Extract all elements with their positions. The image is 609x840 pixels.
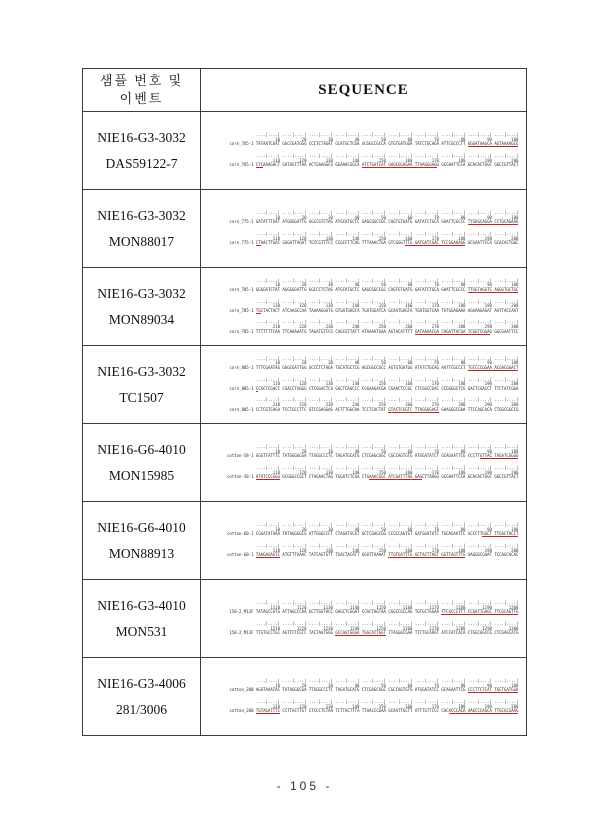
sample-id-line: 281/3006 [115, 701, 167, 717]
sample-id-line: MON88913 [108, 545, 175, 561]
sample-id-line: NIE16-G3-4010 [97, 597, 186, 613]
sequence-line: 150-2_M13F TATAGCCATG ATTAGCCCAA GCTTGGTACC GAGCTCGGAT CCACTAGTAA CGGCCGCCAG TGTGCTGGAA TTCGCCCTTT CCGATTGAGC TTCGCAGTTG [227, 609, 519, 615]
sequence-line: cotton-60-1 CGGATATAAA TATAGGGGCG ATTGGGCCCT CTAGATGCAT GCTCGAGCGG CCGCCAGTGT GATGGATATC TGCAGAATTC GCCCTTGGCT TTGACTACCT [227, 531, 519, 537]
ruler-ticks: ....|....| ....|....| ....|....| ....|....| ....|....| ....|....| ....|....| ....|....| ....|....| ....|....| [227, 678, 519, 684]
ruler-numbers: 110 120 130 140 150 160 170 180 190 200 [227, 235, 519, 241]
sample-id-line: MON15985 [108, 467, 175, 483]
table-row [83, 580, 526, 658]
sample-id-line: MON88017 [108, 233, 175, 249]
sequence-line: cotton-58-1 GGGTTATTTC TATGGGGCGA TTGGGCCCTC TAGATGCATG CTCGAGCGGC CGCCAGTGTG ATGGATATCT GCAGAATTCG CCCTTGTTAC TAGATCGGGG [227, 453, 519, 459]
table-body [83, 112, 526, 735]
sequence-line: corn_785-1 TGCTACTACT ATCAAGCCAA TAAAAGGATG GTGATGAGTA TGATGGATCA GCAATGAGTA TGATGGTCAA TATGGAGAAA AGAAAGAGAT AATTACCAAT [227, 307, 519, 313]
sequence-line: corn_805-1 CCTCGTCAGA TCCTGCCTTC GTCCGAGGAG ACTTTGGCAA TCCTCACTAT GTACTCGGTC TTAGGGGAGT GAAGGGCGAA TTCCAGCACA CTGGCGGCCG [227, 406, 519, 412]
ruler-numbers: 10 20 30 40 50 60 70 80 90 100 [227, 682, 519, 688]
table-row [83, 658, 526, 735]
header-sequence-column [201, 69, 526, 111]
ruler-numbers: 1110 1120 1130 1140 1150 1160 1170 1180 1190 1200 [227, 604, 519, 610]
ruler-ticks: ....|....| ....|....| ....|....| ....|....| ....|....| ....|....| ....|....| ....|....| ....|....| ....|....| [227, 621, 519, 626]
ruler-numbers: 210 220 230 240 250 260 270 280 290 300 [227, 323, 519, 329]
header-sample-label-line2: 이벤트 [119, 91, 164, 106]
ruler-ticks: ....|....| ....|....| ....|....| ....|....| ....|....| ....|....| ....|....| ....|....| ....|....| ....|....| [227, 153, 519, 158]
table-row [83, 346, 526, 424]
ruler-numbers: 210 220 230 240 250 260 270 280 290 300 [227, 401, 519, 407]
sample-id-line: TC1507 [119, 389, 164, 405]
ruler-numbers: 110 120 130 140 150 160 170 180 190 200 [227, 703, 519, 709]
sample-id-line: DAS59122-7 [105, 155, 178, 171]
sequence-block [227, 622, 518, 636]
ruler-ticks: ....|....| ....|....| ....|....| ....|....| ....|....| ....|....| ....|....| ....|....| ....|....| ....|....| [227, 298, 519, 304]
ruler-numbers: 1210 1220 1230 1240 1250 1260 1270 1280 1290 1300 [227, 625, 519, 631]
ruler-ticks: ....|....| ....|....| ....|....| ....|....| ....|....| ....|....| ....|....| ....|....| ....|....| ....|....| [227, 600, 519, 606]
header-sample-column [83, 69, 201, 111]
sequence-line: cotton_280 AGGTAAATAC TATAGGGCGA TTGGGCCCTC TAGATGCATG CTCGAGCGGC CGCCAGTGTG ATGGATATCC GCAGAATTCG CCCTTCTCAT TGCTGATGGA [227, 687, 519, 693]
sequence-block [227, 279, 518, 293]
ruler-ticks: ....|....| ....|....| ....|....| ....|....| ....|....| ....|....| ....|....| ....|....| ....|....| ....|....| [227, 465, 519, 470]
header-sequence-label: SEQUENCE [318, 81, 409, 98]
sequence-block [227, 133, 518, 147]
sample-id-line: NIE16-G6-4010 [97, 519, 186, 535]
sequence-block [227, 320, 518, 334]
sequence-line: cotton_280 TGTAGATTTC CCTTACTTGT CTCCCTCTAA TCTTACTTTA TTAACCCGAA GCAATTGCTT ATTTGTTCCC CACACCCACA AAGCCCAGCA TTGCGCGAAG [227, 708, 519, 714]
ruler-ticks: ....|....| ....|....| ....|....| ....|....| ....|....| ....|....| ....|....| ....|....| ....|....| ....|....| [227, 699, 519, 704]
ruler-ticks: ....|....| ....|....| ....|....| ....|....| ....|....| ....|....| ....|....| ....|....| ....|....| ....|....| [227, 132, 519, 138]
sequence-cell [201, 658, 526, 735]
ruler-ticks: ....|....| ....|....| ....|....| ....|....| ....|....| ....|....| ....|....| ....|....| ....|....| ....|....| [227, 444, 519, 450]
sequence-line: corn_765-1 TATAATCGAT GGCCGATGGG CCCTCTAGAT GCATGCTCGA GCGGCCGCCA GTGTGATGGA TATCTGCAGA ATTCGCCCTT GGGATAAGCA AGTAAAAGCG [227, 141, 519, 147]
sequence-cell [201, 190, 526, 267]
sample-id-line: NIE16-G3-3032 [97, 363, 186, 379]
sequence-block [227, 398, 518, 412]
sequence-block [227, 601, 518, 615]
sample-id-cell [83, 658, 201, 735]
sample-id-cell [83, 190, 201, 267]
page-number: - 105 - [276, 779, 333, 793]
sequence-cell [201, 268, 526, 345]
sample-id-cell [83, 268, 201, 345]
sequence-block [227, 466, 518, 480]
sample-id-line: MON89034 [108, 311, 175, 327]
sample-id-line: NIE16-G3-3032 [97, 285, 186, 301]
ruler-numbers: 10 20 30 40 50 60 70 80 90 100 [227, 526, 519, 532]
ruler-numbers: 110 120 130 140 150 160 170 180 190 200 [227, 157, 519, 163]
header-sample-label-line1: 샘플 번호 및 [99, 73, 184, 88]
ruler-ticks: ....|....| ....|....| ....|....| ....|....| ....|....| ....|....| ....|....| ....|....| ....|....| ....|....| [227, 543, 519, 548]
sequence-line: corn_785-1 TTTTTTTCAA TTCAAAAATG TAGATGTCCG CAGCGTTATT ATAAAATGAA AGTACATTTT GATAAAACGA CAGATTACGA TCGGTCGGAG GGCGAATTCC [227, 328, 519, 334]
sequence-table [82, 68, 527, 736]
sample-id-cell [83, 424, 201, 501]
ruler-numbers: 110 120 130 140 150 160 170 180 190 200 [227, 547, 519, 553]
sequence-cell [201, 424, 526, 501]
sequence-line: corn_785-1 GGGGATCTAT AGGGGGATTG GGCCCTCTAG ATGCATGCTC GAGCGGCCGC CAGTGTGATG GATATCTGCA GAATTCGCCC TTGGTAGGTC AGGGTGCTGC [227, 287, 519, 293]
ruler-ticks: ....|....| ....|....| ....|....| ....|....| ....|....| ....|....| ....|....| ....|....| ....|....| ....|....| [227, 397, 519, 403]
sequence-block [227, 357, 518, 371]
ruler-ticks: ....|....| ....|....| ....|....| ....|....| ....|....| ....|....| ....|....| ....|....| ....|....| ....|....| [227, 355, 519, 361]
ruler-ticks: ....|....| ....|....| ....|....| ....|....| ....|....| ....|....| ....|....| ....|....| ....|....| ....|....| [227, 277, 519, 283]
sequence-block [227, 154, 518, 168]
sequence-block [227, 211, 518, 225]
sample-id-cell [83, 112, 201, 189]
sequence-line: corn_805-1 CCGCTCGACC CGACCTAGGG CTCGGACTCG GGCTCAGCCC CGGAAGACGA CGAACTCCGC CTCGGCCGAC CCGGGGCTCG GACTCGACCT TTCTATCGGA [227, 385, 519, 391]
sequence-cell [201, 112, 526, 189]
ruler-ticks: ....|....| ....|....| ....|....| ....|....| ....|....| ....|....| ....|....| ....|....| ....|....| ....|....| [227, 376, 519, 382]
table-row [83, 112, 526, 190]
table-row [83, 502, 526, 580]
ruler-numbers: 110 120 130 140 150 160 170 180 190 200 [227, 469, 519, 475]
sequence-block [227, 544, 518, 558]
table-row [83, 424, 526, 502]
sequence-cell [201, 502, 526, 579]
ruler-numbers: 10 20 30 40 50 60 70 80 90 100 [227, 448, 519, 454]
sequence-cell [201, 346, 526, 423]
sequence-line: corn_765-1 CTCAAAGACT GATAGTTTAA ACTGAAGGCG GGAAACGGCA ATCTGATCAT GAGCGGAGAA TTAAGGGAGG GCGAATTCCA GCACACTGGC GGCCGTTACT [227, 162, 519, 168]
sample-id-cell [83, 580, 201, 657]
sequence-line: cotton-60-1 TAAGAGAGTC ATGTTTAAAC TATCAGTGTT TGACTACATT GGATTAAAAT TTGTGATTTG GCTACTTAGT GGTTAGTTTG AAGGGCGAAT TCCAGCACAC [227, 552, 519, 558]
sequence-block [227, 232, 518, 246]
sequence-block [227, 679, 518, 693]
sequence-block [227, 700, 518, 714]
ruler-numbers: 10 20 30 40 50 60 70 80 90 100 [227, 214, 519, 220]
sequence-block [227, 300, 518, 314]
sample-id-line: NIE16-G3-3032 [97, 129, 186, 145]
table-row [83, 268, 526, 346]
sequence-line: corn_805-1 TTTCGAATAG GGGCGATTGG GCCCTCTAGA TGCATGCTCG AGCGGCCGCC AGTGTGATGG ATATCTGCAG AATTCGCCCT TGTCCCGGAA ACGACGGACT [227, 365, 519, 371]
sample-id-line: NIE16-G3-3032 [97, 207, 186, 223]
sequence-line: 150-2_M13F TTGTGCCTGC AGTTCTCGTC TACTAATGGG GCCAGTGGGA TGGCATTGGT TTAGGGCGAA TTCTGCAAGT ATCCATCACA CTGGCGGCCG CTCGAGCATG [227, 630, 519, 636]
sequence-block [227, 445, 518, 459]
ruler-numbers: 110 120 130 140 150 160 170 180 190 200 [227, 303, 519, 309]
ruler-numbers: 10 20 30 40 50 60 70 80 90 100 [227, 360, 519, 366]
sequence-block [227, 523, 518, 537]
table-header-row [83, 69, 526, 112]
sequence-cell [201, 580, 526, 657]
sample-id-line: NIE16-G6-4010 [97, 441, 186, 457]
sequence-line: corn_775-1 CTAACTTGAC GGGATTAGAT TGTCGTTTCC CCGCCTTCAG TTTAAACTGA GTCGGGTTTG GATGATCGAC TCCGGAAAGG GCGAATTCCA GCACACTGGC [227, 240, 519, 246]
sequence-block [227, 378, 518, 392]
sequence-line: cotton-58-1 ATATCCCGGG GCGGGCCGCT CTAGAACTAG TGGATCTCGA CTGAAACGGC ATCGATTTAG GAGCTTAAGG GCGAATTCCA GCACACTGGC GGCCGTTACT [227, 474, 519, 480]
table-row [83, 190, 526, 268]
ruler-ticks: ....|....| ....|....| ....|....| ....|....| ....|....| ....|....| ....|....| ....|....| ....|....| ....|....| [227, 319, 519, 325]
ruler-ticks: ....|....| ....|....| ....|....| ....|....| ....|....| ....|....| ....|....| ....|....| ....|....| ....|....| [227, 210, 519, 216]
sample-id-cell [83, 502, 201, 579]
ruler-numbers: 110 120 130 140 150 160 170 180 190 200 [227, 381, 519, 387]
sequence-line: corn_775-1 GATATTTGAT ATGGGGATTG GGCCGTCTAG ATGCATGCTC GAGCGGCCGC CAGTGTGATG GATATCTGCA GAATTCGCCC TTGAGCAGGA CCTGCAGAAG [227, 219, 519, 225]
sample-id-line: MON531 [115, 623, 168, 639]
sample-id-line: NIE16-G3-4006 [97, 675, 186, 691]
ruler-ticks: ....|....| ....|....| ....|....| ....|....| ....|....| ....|....| ....|....| ....|....| ....|....| ....|....| [227, 231, 519, 236]
ruler-numbers: 10 20 30 40 50 60 70 80 90 100 [227, 282, 519, 288]
sample-id-cell [83, 346, 201, 423]
ruler-ticks: ....|....| ....|....| ....|....| ....|....| ....|....| ....|....| ....|....| ....|....| ....|....| ....|....| [227, 522, 519, 528]
ruler-numbers: 10 20 30 40 50 60 70 80 90 100 [227, 136, 519, 142]
